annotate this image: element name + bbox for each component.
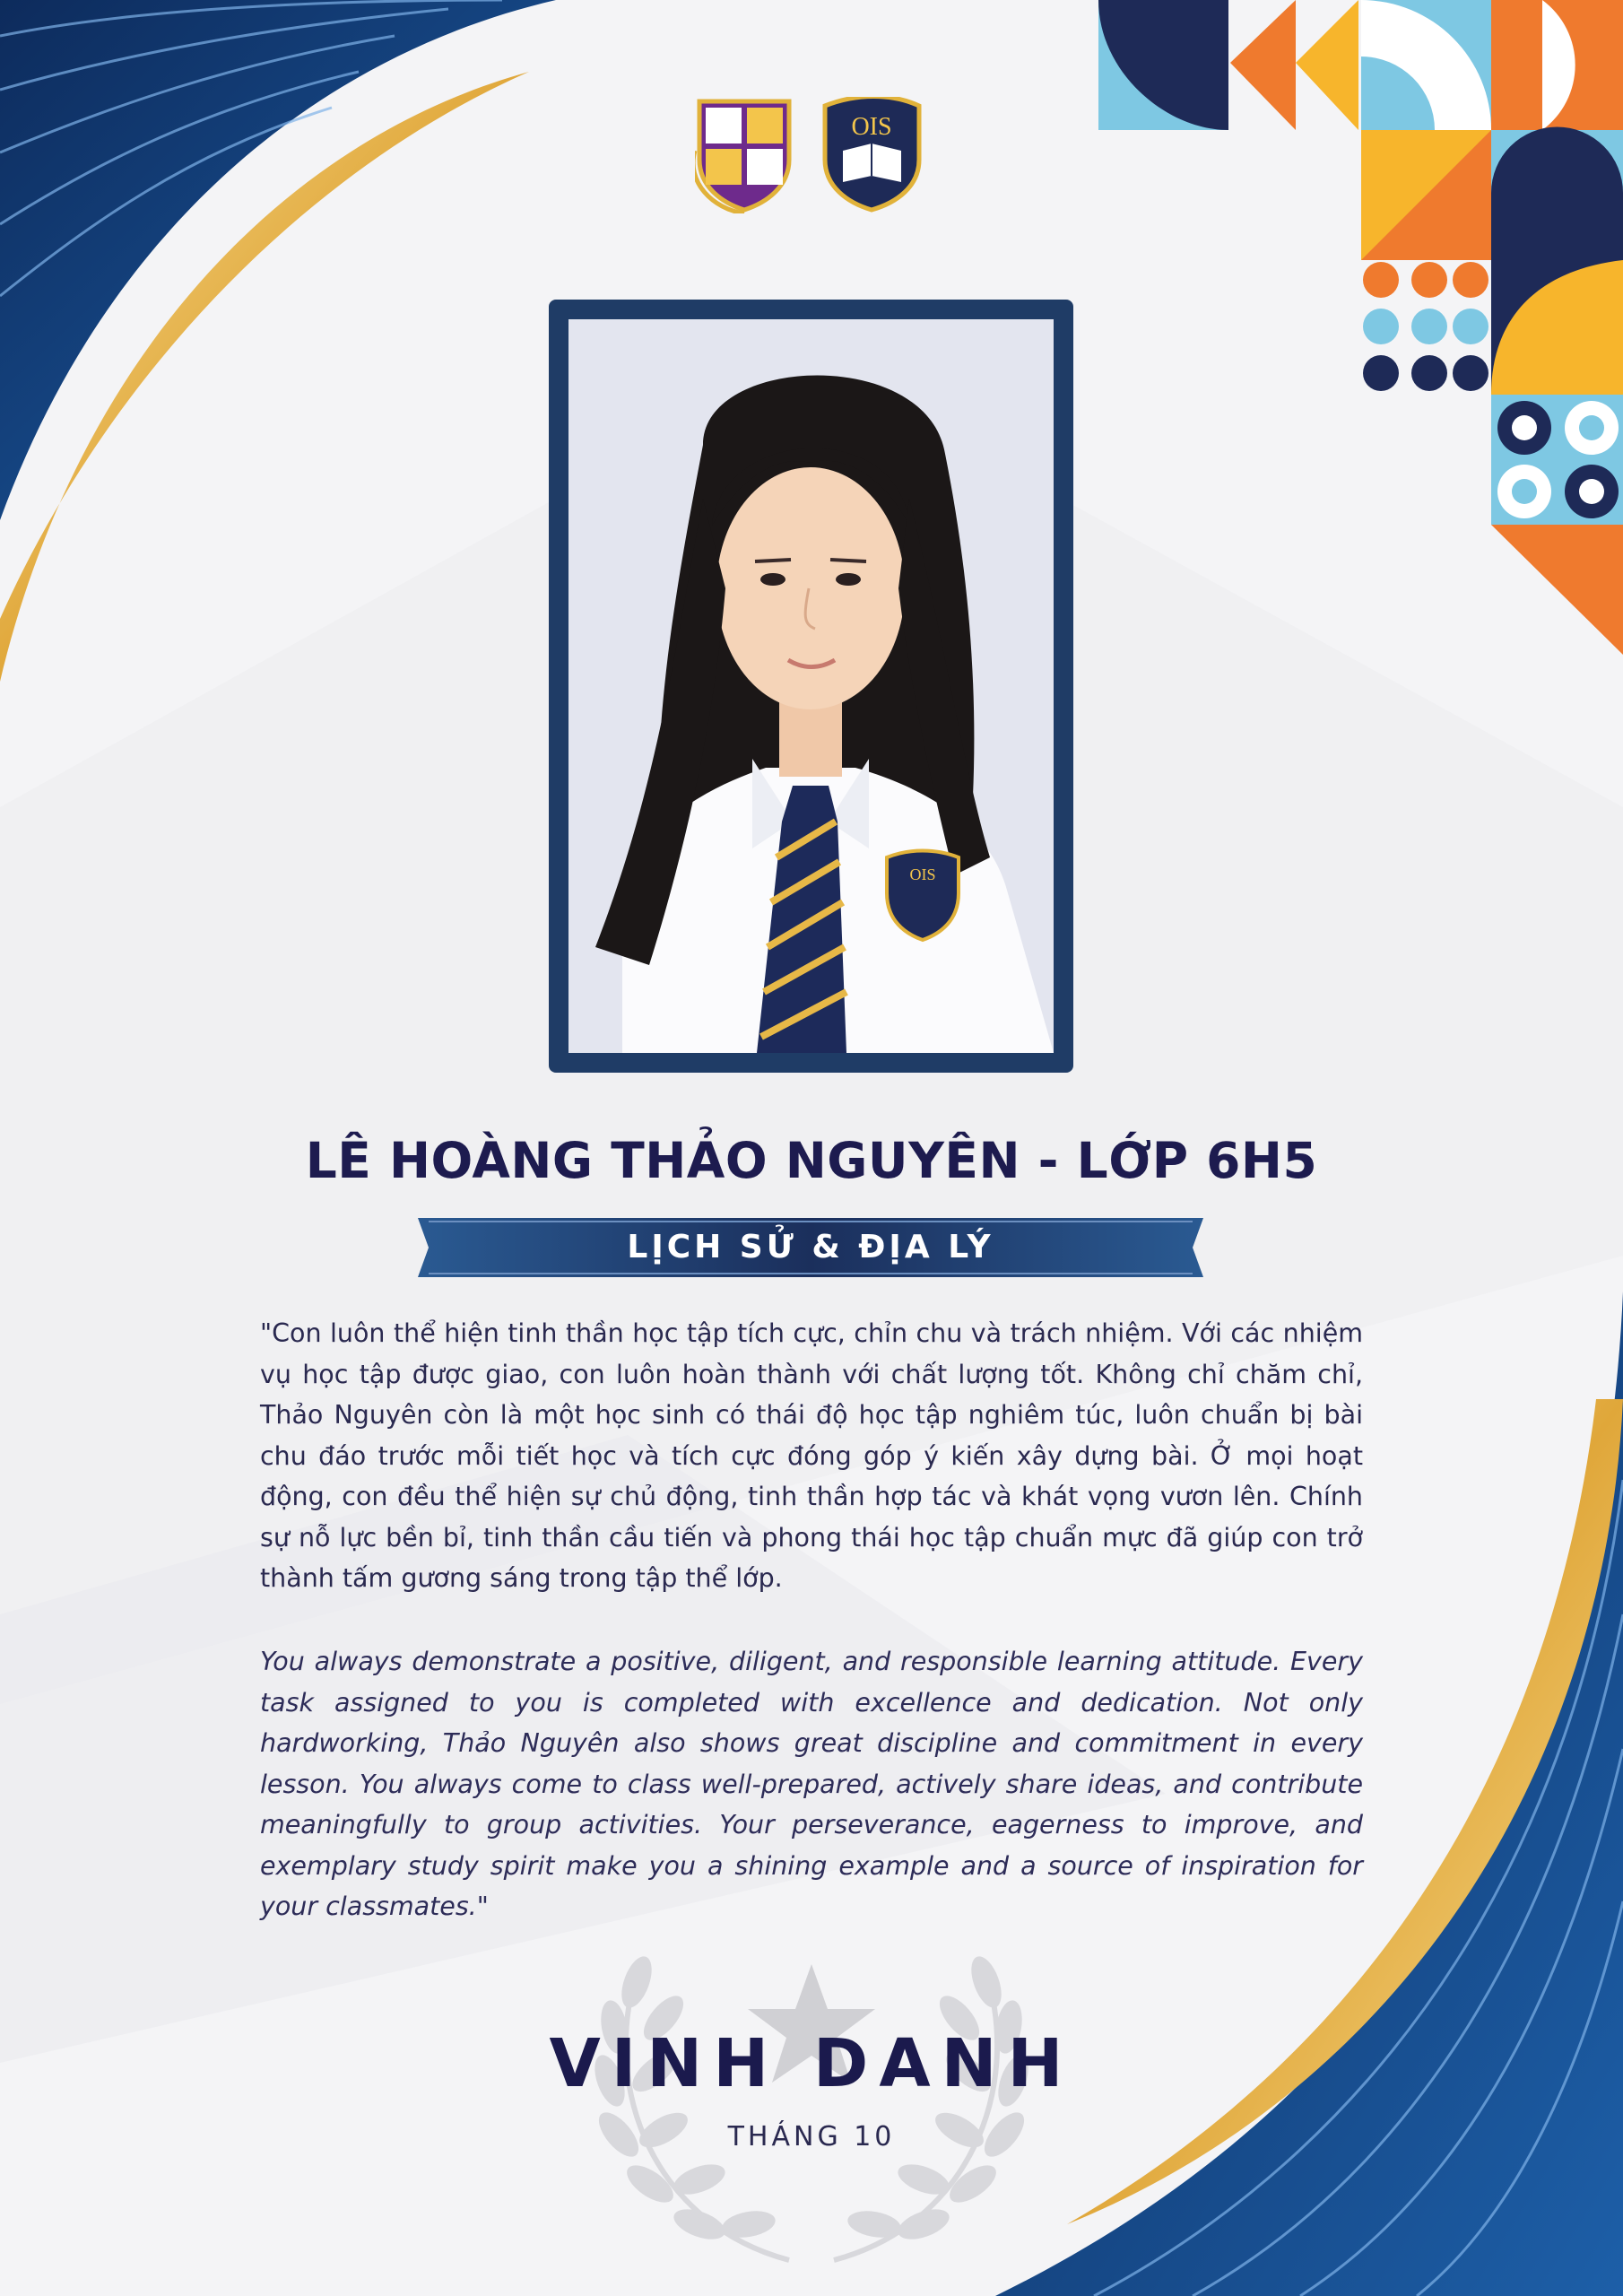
svg-text:OIS: OIS: [851, 113, 892, 141]
subject-label: LỊCH SỬ & ĐỊA LÝ: [627, 1229, 994, 1265]
portrait-frame: [549, 300, 1073, 1073]
honor-month: THÁNG 10: [727, 2121, 896, 2152]
student-portrait: [568, 319, 1054, 1053]
school-crest-icon: [695, 101, 789, 213]
portrait-illustration: [568, 319, 1054, 1053]
ois-crest-icon: [825, 97, 919, 210]
honor-title: VINH DANH: [549, 2025, 1074, 2102]
svg-text:OIS: OIS: [909, 865, 936, 883]
quote-vietnamese: "Con luôn thể hiện tinh thần học tập tích cực, chỉn chu và trách nhiệm. Với các nhiệm vụ học tập được giao, con luôn hoàn thành với chất lượng tốt. Không chỉ chăm chỉ, Thảo Nguyên còn là một học sinh có thái độ học tập nghiêm túc, luôn chuẩn bị bài chu đáo trước mỗi tiết học và tích cực đóng góp ý kiến xây dựng bài. Ở mọi hoạt động, con đều thể hiện sự chủ động, tinh thần hợp tác và khát vọng vươn lên. Chính sự nỗ lực bền bỉ, tinh thần cầu tiến và phong thái học tập chuẩn mực đã giúp con trở thành tấm gương sáng trong tập thể lớp.: [260, 1318, 1363, 1593]
school-logos: [695, 97, 928, 213]
student-name: LÊ HOÀNG THẢO NGUYÊN - LỚP 6H5: [305, 1132, 1318, 1189]
quote-english: You always demonstrate a positive, diligent, and responsible learning attitude. Every task assigned to you is completed with excellence and dedication. Not only hardworking, Thảo Nguyên also shows great discipline and commitment in every lesson. You always come to class well-prepared, actively share ideas, and contribute meaningfully to group activities. Your perseverance, eagerness to improve, and exemplary study spirit make you a shining example and a source of inspiration for your classmates.": [260, 1647, 1363, 1921]
